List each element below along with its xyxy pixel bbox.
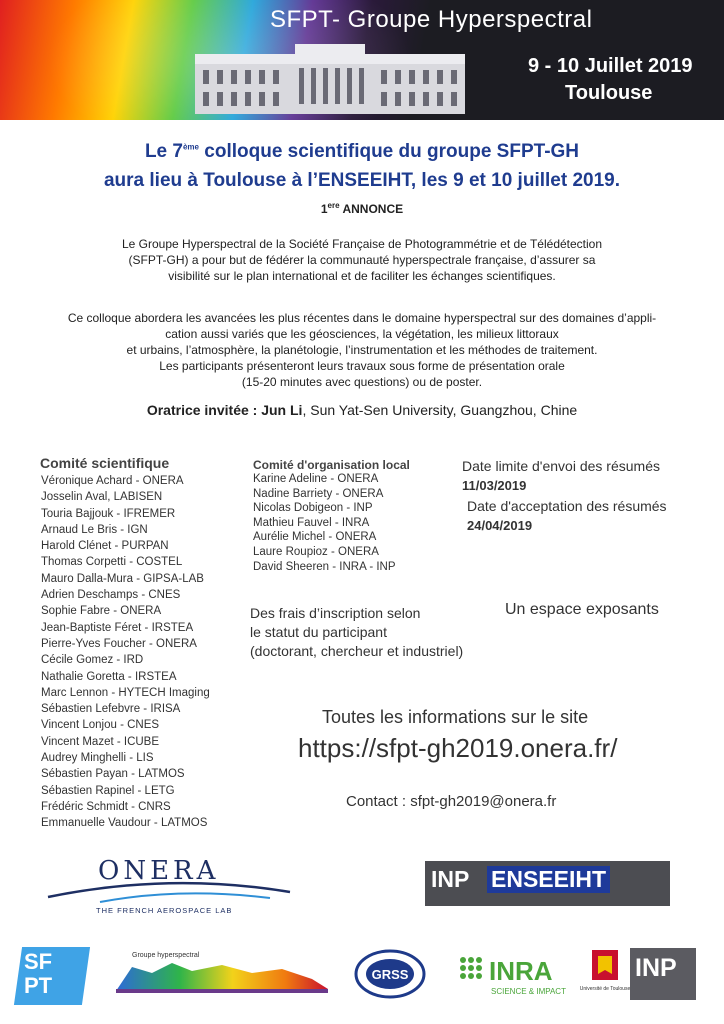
list-item: Audrey Minghelli - LIS xyxy=(41,752,154,765)
list-item: Vincent Lonjou - CNES xyxy=(41,719,160,732)
list-item: Karine Adeline - ONERA xyxy=(253,473,379,485)
list-item: Cécile Gomez - IRD xyxy=(41,654,144,667)
inp-logo-text-2: INP xyxy=(635,954,677,982)
grss-logo xyxy=(352,948,428,1000)
scientific-committee-list xyxy=(41,473,210,832)
list-item: Laure Roupioz - ONERA xyxy=(253,545,379,558)
universite-toulouse-logo xyxy=(579,948,631,1000)
svg-text:INRA: INRA xyxy=(489,956,553,986)
list-item: Arnaud Le Bris - IGN xyxy=(41,523,148,536)
list-item: Véronique Achard - ONERA xyxy=(41,475,184,487)
svg-text:Groupe hyperspectral: Groupe hyperspectral xyxy=(132,952,200,959)
contact-email[interactable]: Contact : sfpt-gh2019@onera.fr xyxy=(346,793,557,810)
hyperspectral-group-logo xyxy=(112,945,332,1000)
abstract-deadline-label: Date limite d'envoi des résumés xyxy=(462,458,660,474)
exhibitor-space-note: Un espace exposants xyxy=(505,601,659,618)
abstract-deadline-date: 11/03/2019 xyxy=(462,478,527,493)
list-item: Frédéric Schmidt - CNRS xyxy=(41,800,171,813)
list-item: Touria Bajjouk - IFREMER xyxy=(41,507,176,520)
registration-fees-note: Des frais d’inscription selon le statut du participant (doctorant, chercheur et industriel) xyxy=(250,605,464,659)
list-item: Adrien Deschamps - CNES xyxy=(41,589,181,602)
info-line: Toutes les informations sur le site xyxy=(322,707,589,727)
list-item: Josselin Aval, LABISEN xyxy=(41,491,163,504)
inra-logo xyxy=(455,948,570,1000)
list-item: Nadine Barriety - ONERA xyxy=(253,487,384,500)
banner-dates: 9 - 10 Juillet 2019 xyxy=(528,55,693,77)
onera-logo-subtitle: THE FRENCH AEROSPACE LAB xyxy=(96,906,233,915)
capitole-building-image xyxy=(195,44,465,114)
list-item: Emmanuelle Vaudour - LATMOS xyxy=(41,817,208,830)
announcement-label: 1ere ANNONCE xyxy=(320,201,404,216)
sfpt-logo-text: SF PT xyxy=(24,949,53,998)
list-item: Pierre-Yves Foucher - ONERA xyxy=(41,637,197,650)
list-item: Harold Clénet - PURPAN xyxy=(41,540,169,553)
invited-speaker: Oratrice invitée : Jun Li, Sun Yat-Sen University, Guangzhou, Chine xyxy=(146,402,578,418)
list-item: Vincent Mazet - ICUBE xyxy=(41,735,160,748)
list-item: Sébastien Payan - LATMOS xyxy=(41,768,185,781)
intro-paragraph: Le Groupe Hyperspectral de la Société Française de Photogrammétrie et de Télédétection (SFPT-GH) a pour but de fédérer la communauté hyperspectrale française, d’assurer sa visibilité sur le plan international et de faciliter les échanges scientifiques. xyxy=(121,237,603,283)
organizing-committee-title: Comité d'organisation local xyxy=(253,458,410,472)
list-item: Nicolas Dobigeon - INP xyxy=(253,502,373,515)
organizing-committee-list xyxy=(253,472,396,574)
inp-logo-text: INP xyxy=(431,866,470,892)
svg-text:Université de Toulouse: Université de Toulouse xyxy=(579,986,631,992)
list-item: Mathieu Fauvel - INRA xyxy=(253,516,370,529)
scientific-committee-title: Comité scientifique xyxy=(40,455,170,471)
banner-city: Toulouse xyxy=(565,82,653,104)
acceptance-date: 24/04/2019 xyxy=(467,518,533,533)
headline-line-1: Le 7ème colloque scientifique du groupe SFPT-GH xyxy=(144,141,580,162)
svg-text:SCIENCE & IMPACT: SCIENCE & IMPACT xyxy=(491,987,566,996)
list-item: Sophie Fabre - ONERA xyxy=(41,605,162,618)
list-item: Sébastien Lefebvre - IRISA xyxy=(41,703,181,716)
list-item: Aurélie Michel - ONERA xyxy=(253,531,377,544)
onera-logo-text: ONERA xyxy=(98,856,220,886)
scope-paragraph: Ce colloque abordera les avancées les plus récentes dans le domaine hyperspectral sur des domaines d’appli- cation aussi variés que les géosciences, la végétation, les milieux littoraux et urbains, l’atmosphère, la planétologie, l’instrumentation et les méthodes de traitement. Les participants présenteront leurs travaux sous forme de présentation orale (15-20 minutes avec questions) ou de poster. xyxy=(67,311,657,389)
list-item: David Sheeren - INRA - INP xyxy=(253,560,396,573)
list-item: Mauro Dalla-Mura - GIPSA-LAB xyxy=(41,572,204,585)
acceptance-date-label: Date d'acceptation des résumés xyxy=(467,498,667,514)
headline-line-2: aura lieu à Toulouse à l’ENSEEIHT, les 9 et 10 juillet 2019. xyxy=(103,170,620,191)
list-item: Jean-Baptiste Féret - IRSTEA xyxy=(41,621,194,634)
list-item: Nathalie Goretta - IRSTEA xyxy=(41,670,177,683)
website-link[interactable]: https://sfpt-gh2019.onera.fr/ xyxy=(298,733,618,763)
svg-text:GRSS: GRSS xyxy=(371,967,409,982)
list-item: Sébastien Rapinel - LETG xyxy=(41,784,175,797)
list-item: Marc Lennon - HYTECH Imaging xyxy=(41,686,210,699)
header-banner xyxy=(0,0,724,120)
enseeiht-logo-text: ENSEEIHT xyxy=(487,866,610,893)
banner-title: SFPT- Groupe Hyperspectral xyxy=(270,6,593,33)
list-item: Thomas Corpetti - COSTEL xyxy=(41,556,183,569)
